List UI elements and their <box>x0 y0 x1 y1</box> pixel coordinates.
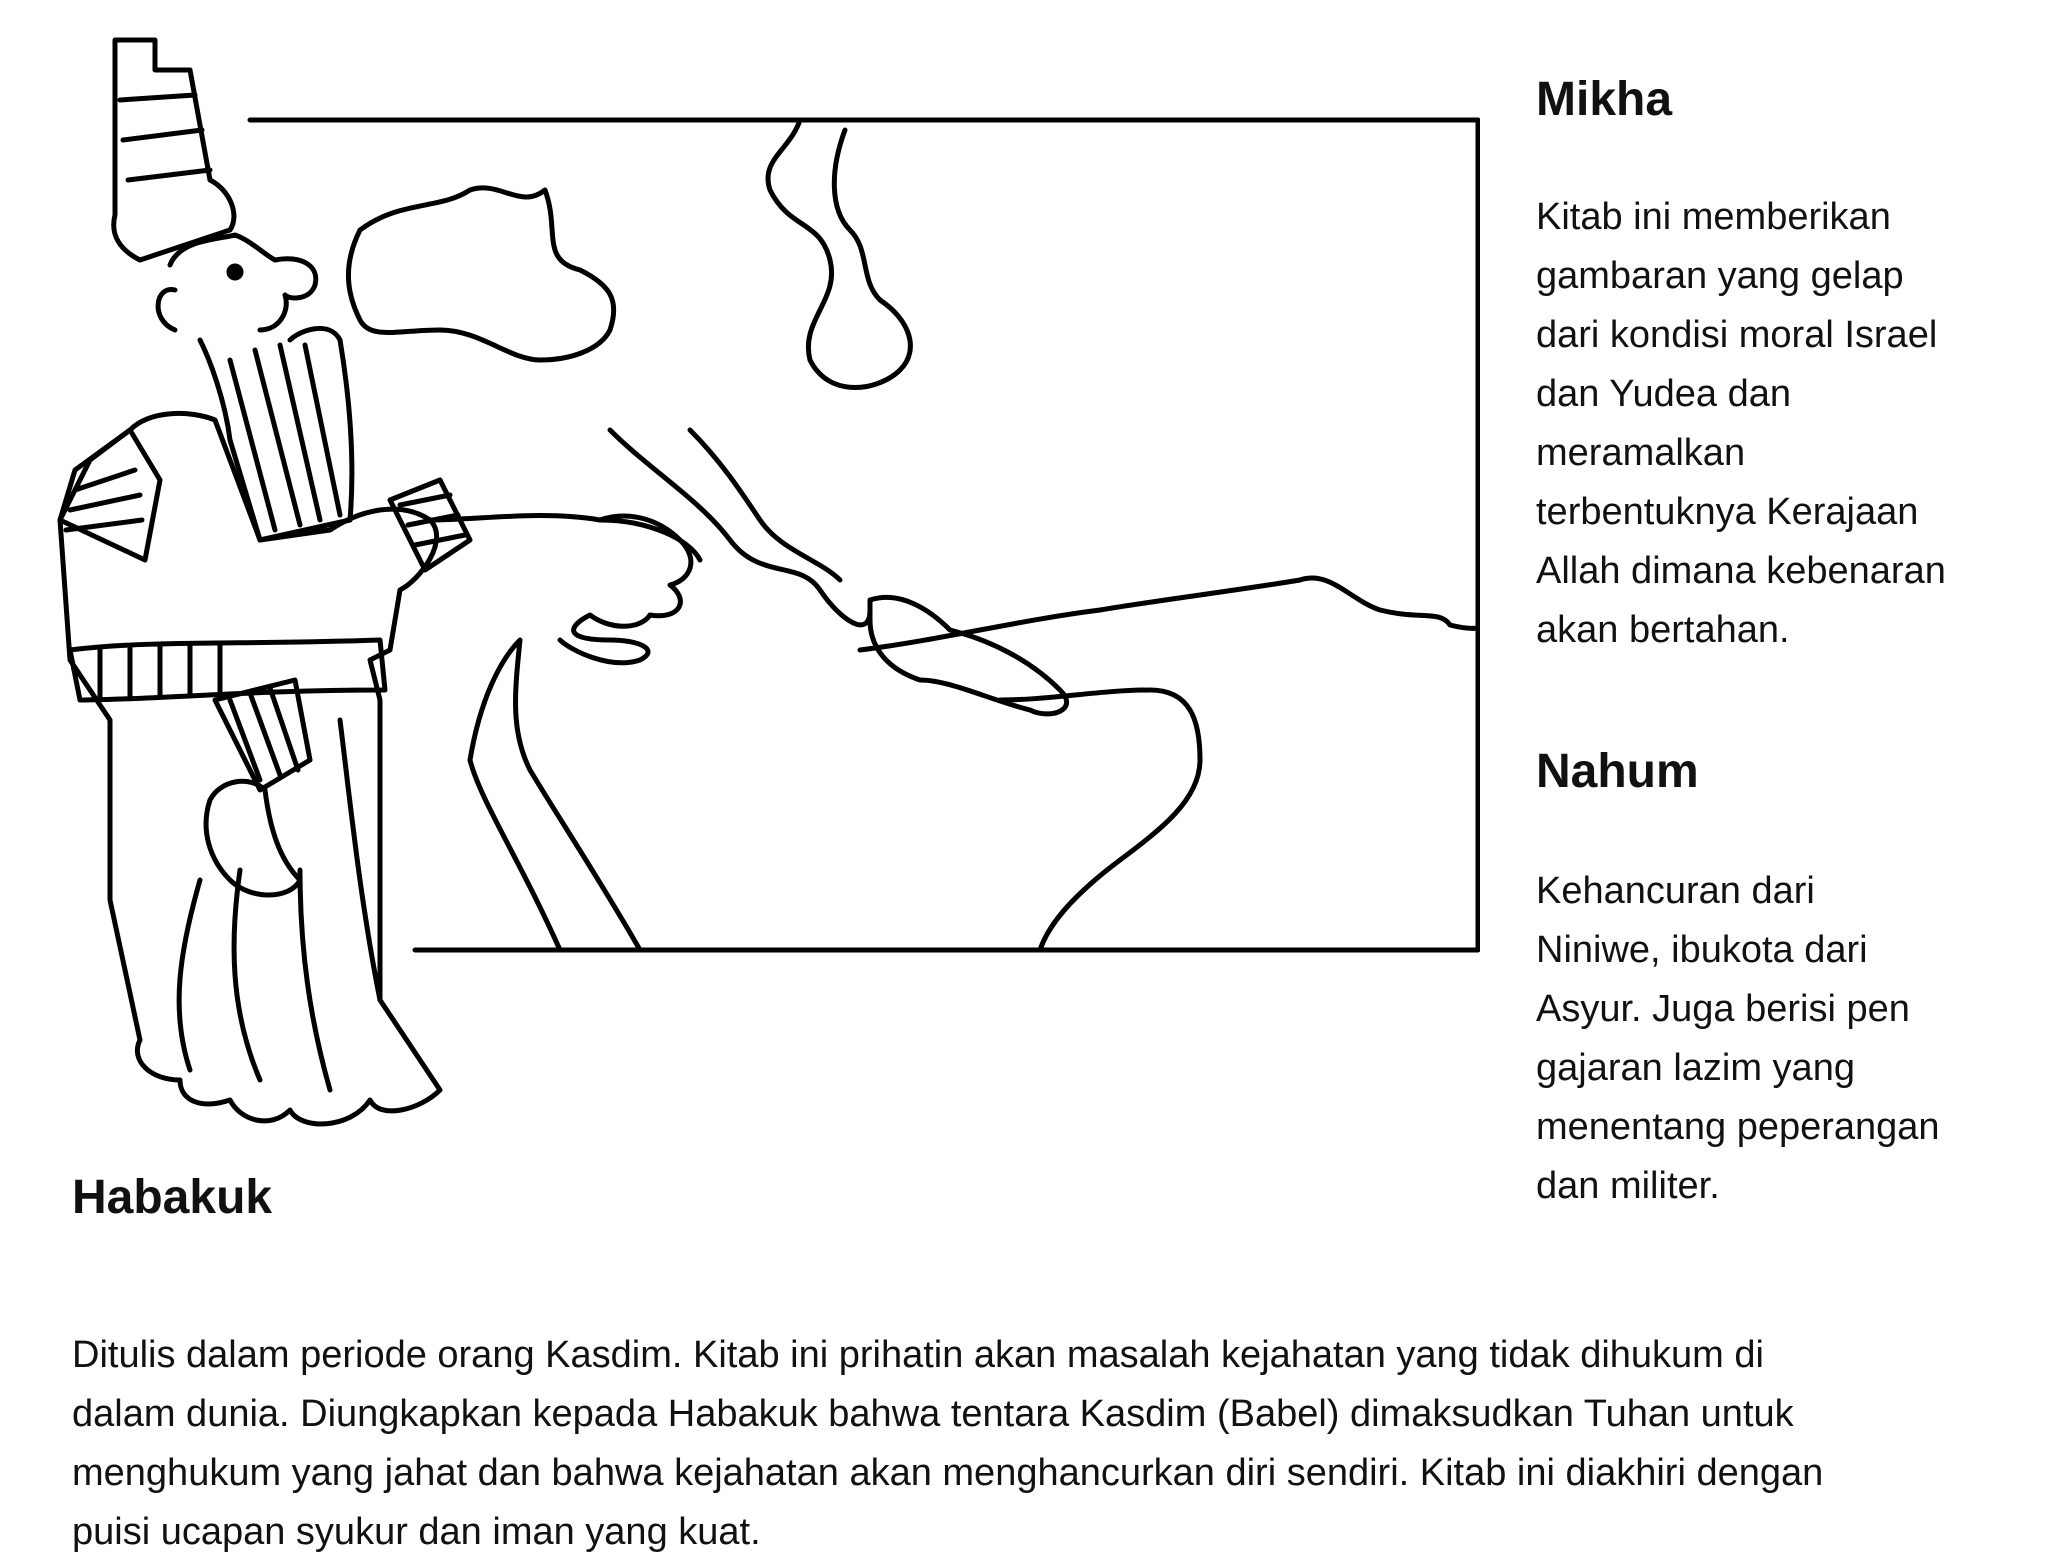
habakuk-description: Ditulis dalam periode orang Kasdim. Kitab ini prihatin akan masalah kejahatan yang tidak dihukum di dalam dunia. Diungkapkan kepada Habakuk bahwa tentara Kasdim (Babel) dimaksudkan Tuhan untuk menghukum yang jahat dan bahwa kejahatan akan menghancurkan diri sendiri. Kitab ini diakhiri dengan puisi ucapan syukur dan iman yang kuat. <box>72 1334 1824 1553</box>
prophet-figure <box>60 40 700 1124</box>
mikha-description: Kitab ini memberikan gambaran yang gelap dari kondisi moral Israel dan Yudea dan meramalkan terbentuknya Kerajaan Allah dimana kebenaran akan bertahan. <box>1536 196 1946 651</box>
habakuk-heading: Habakuk <box>72 1171 273 1224</box>
mikha-heading: Mikha <box>1536 73 1673 126</box>
nahum-heading: Nahum <box>1536 745 1699 798</box>
map-drawing <box>250 120 1478 950</box>
nahum-description: Kehancuran dari Niniwe, ibukota dari Asyur. Juga berisi pen gajaran lazim yang menentang peperangan dan militer. <box>1536 870 1940 1207</box>
